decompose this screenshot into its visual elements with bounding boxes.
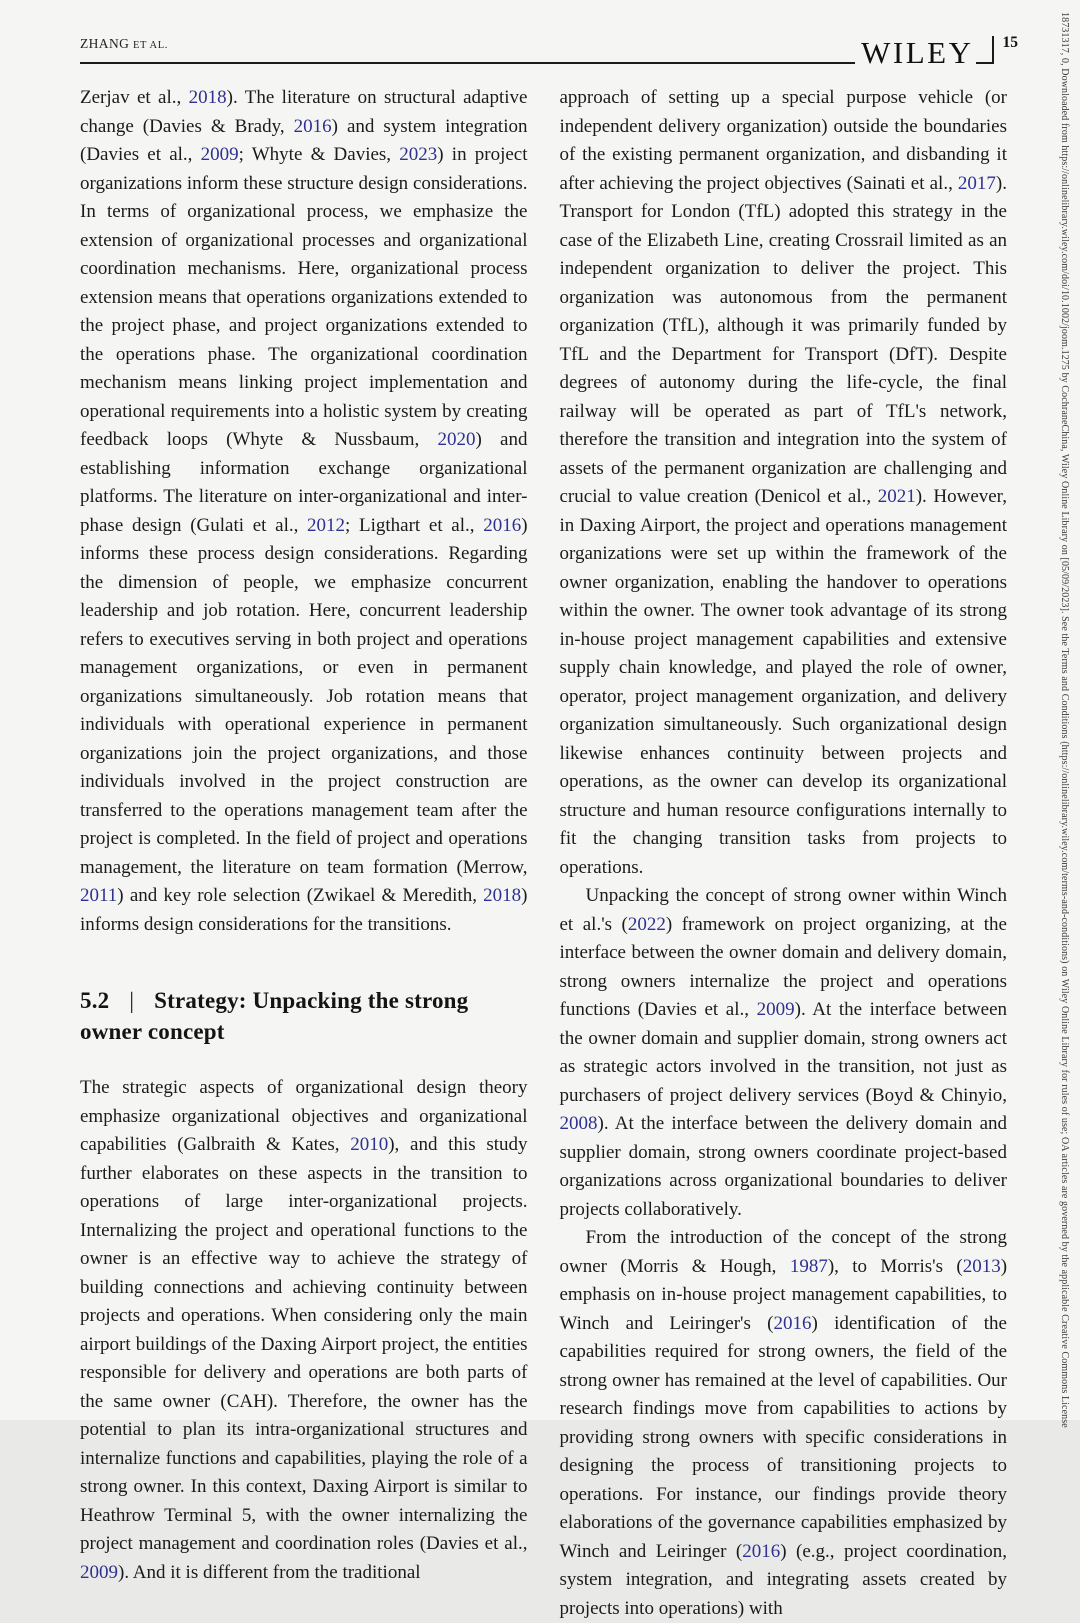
section-heading [80,985,528,1047]
header-tick-rule [976,36,994,64]
citation-link[interactable]: 2016 [293,115,332,137]
text-segment: ). Transport for London (TfL) adopted this strategy in the case of the Elizabeth Line, creating Crossrail limited as an independent organization to deliver the project. This organization was autonomous from the permanent organization (TfL), although it was primarily funded by TfL and the Department for Transport (DfT). Despite degrees of autonomy during the life-cycle, the final railway will be operated as part of TfL's network, therefore the transition and integration into the system of assets of the permanent organization are challenging and crucial to value creation (Denicol et al., [559,172,1007,507]
citation-link[interactable]: 2012 [307,514,346,536]
page-header [0,0,1080,70]
column-right [560,84,1008,1623]
text-segment: Zerjav et al., [80,87,189,108]
section-title: Strategy: Unpacking the strong owner concept [80,988,469,1044]
citation-link[interactable]: 2009 [80,1561,118,1583]
citation-link[interactable]: 2016 [483,514,522,536]
paragraph [80,1074,528,1587]
citation-link[interactable]: 2018 [483,885,522,906]
text-segment: ) and system integration (Davies et al., [80,115,528,165]
page-number: 15 [1002,34,1018,51]
text-segment: ). At the interface between the owner domain and supplier domain, strong owners act as strategic actors involved in the transition, not just as purchasers of project delivery services (Boyd & Chinyio, [559,999,1007,1106]
text-segment: approach of setting up a special purpose vehicle (or independent delivery organization) outside the boundaries of the existing permanent organization, and disbanding it after achieving the project objectives (Sainati et al., [559,87,1007,194]
citation-link[interactable]: 2021 [877,486,916,507]
citation-link[interactable]: 2022 [627,913,666,935]
text-segment: ) in project organizations inform these structure design considerations. In terms of organizational process, we emphasize the extension of organizational processes and organizational coordination mechanisms. Here, organizational process extension means that operations organizations extended to the project phase, and project organizations extended to the operations phase. The organizational coordination mechanism means linking project implementation and operational requirements into a holistic system by creating feedback loops (Whyte & Nussbaum, [80,144,528,450]
running-head-authors: ZHANG [80,36,130,51]
text-segment: ) (e.g., project coordination, system integration, and integrating assets created by projects into operations) with [559,1540,1007,1619]
text-segment: Unpacking the concept of strong owner within Winch et al.'s ( [559,885,1007,935]
text-segment: ), to Morris's ( [827,1255,963,1277]
paragraph [560,882,1008,1224]
text-segment: ) identification of the capabilities required for strong owners, the field of the strong owner has remained at the level of capabilities. Our research findings move from capabilities to actions by providing strong owners with specific considerations in designing the process of transitioning projects to operations. For instance, our findings provide theory elaborations of the governance capabilities emphasized by Winch and Leiringer ( [559,1312,1007,1562]
text-segment: ). The literature on structural adaptive change (Davies & Brady, [80,87,528,137]
text-segment: ). However, in Daxing Airport, the project and operations management organizations were set up within the framework of the owner organization, enabling the handover to operations within the owner. The owner took advantage of its strong in-house project management capabilities and extensive supply chain knowledge, and played the role of owner, operator, project management organization, and delivery organization simultaneously. Such organizational design likewise enhances continuity between projects and operations, as the owner can develop its organizational structure and human resource configurations internally to fit the changing transition tasks from projects to operations. [559,486,1007,878]
text-segment: ). And it is different from the traditional [118,1561,421,1583]
citation-link[interactable]: 2020 [437,429,476,450]
paragraph [560,1224,1008,1623]
running-head [80,36,168,51]
paragraph [80,84,528,939]
text-segment: ) informs design considerations for the transitions. [80,885,528,935]
citation-link[interactable]: 2018 [188,87,227,108]
text-segment: ) framework on project organizing, at the interface between the owner domain and delivery domain, strong owners internalize the project and operations functions (Davies et al., [559,913,1007,1020]
text-segment: ) informs these process design considerations. Regarding the dimension of people, we emphasize concurrent leadership and job rotation. Here, concurrent leadership refers to executives serving in both project and operations management organizations, or even in permanent organizations simultaneously. Job rotation means that individuals with operational experience in permanent organizations join the project organizations, and those individuals involved in the project construction are transferred to the operations management team after the project is completed. In the field of project and operations management, the literature on team formation (Merrow, [80,514,528,878]
running-head-etal: ET AL. [133,40,168,51]
citation-link[interactable]: 2016 [742,1540,781,1562]
header-rule [80,35,855,64]
citation-link[interactable]: 2009 [756,999,795,1020]
column-left [80,84,528,1623]
text-segment: ) and establishing information exchange organizational platforms. The literature on inter-organizational and inter-phase design (Gulati et al., [80,429,528,536]
text-segment: ), and this study further elaborates on these aspects in the transition to operations of large inter-organizational projects. Internalizing the project and operational functions to the owner is an effective way to achieve the strategy of building connections and achieving continuity between projects and operations. When considering only the main airport buildings of the Daxing Airport project, the entities responsible for delivery and operations are both parts of the same owner (CAH). Therefore, the owner has the potential to plan its intra-organizational structures and internalize functions and capabilities, playing the role of a strong owner. In this context, Daxing Airport is similar to Heathrow Terminal 5, with the owner internalizing the project management and coordination roles (Davies et al., [80,1134,528,1554]
citation-link[interactable]: 2013 [962,1255,1001,1277]
citation-link[interactable]: 2023 [399,144,438,165]
paragraph [560,84,1008,882]
text-segment: ; Ligthart et al., [345,514,484,536]
citation-link[interactable]: 2016 [773,1312,812,1334]
text-segment: The strategic aspects of organizational design theory emphasize organizational objectives and organizational capabilities (Galbraith & Kates, [80,1077,528,1155]
text-segment: ). At the interface between the delivery domain and supplier domain, strong owners coordinate project-based organizations across organizational boundaries to deliver projects collaboratively. [559,1113,1007,1220]
text-segment: ) and key role selection (Zwikael & Meredith, [117,885,484,906]
two-column-body [0,64,1080,1623]
citation-link[interactable]: 1987 [789,1255,828,1277]
section-separator: | [129,988,135,1013]
text-segment: From the introduction of the concept of the strong owner (Morris & Hough, [559,1227,1007,1277]
section-number: 5.2 [80,988,110,1013]
citation-link[interactable]: 2010 [350,1134,389,1155]
citation-link[interactable]: 2011 [80,885,118,906]
wiley-logo: WILEY [861,35,974,70]
citation-link[interactable]: 2017 [957,172,996,194]
download-license-sidebar: 18731317, 0, Downloaded from https://onlinelibrary.wiley.com/doi/10.1002/joom.1275 by CochraneChina, Wiley Online Library on [05/09/2023]. See the Terms and Conditions (https://onlinelibrary.wiley.com/terms-and-conditions) on Wiley Online Library for rules of use; OA articles are governed by the applicable Creative Commons License [1059,12,1070,1428]
citation-link[interactable]: 2009 [200,144,239,165]
text-segment: ) emphasis on in-house project management capabilities, to Winch and Leiringer's ( [559,1255,1008,1334]
citation-link[interactable]: 2008 [559,1113,598,1134]
text-segment: ; Whyte & Davies, [238,144,400,165]
